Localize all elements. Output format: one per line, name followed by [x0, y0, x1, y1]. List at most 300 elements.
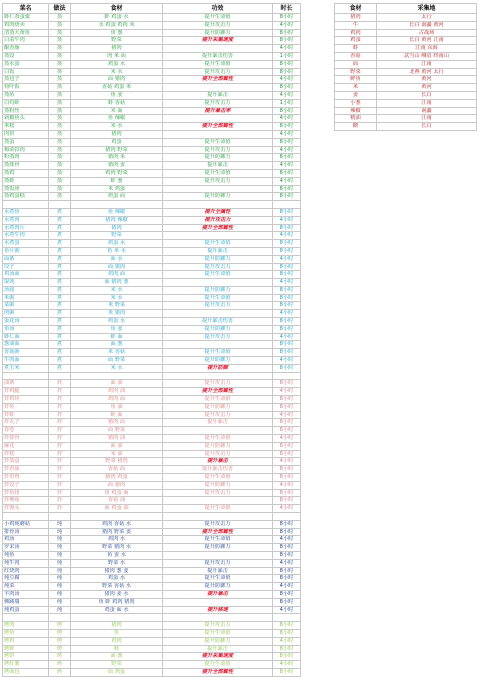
cell-method: 蒸 — [49, 185, 71, 193]
cell-name: 红烧肉 — [3, 567, 49, 575]
cell-time: 8小时 — [273, 349, 301, 357]
cell-name: 烤红薯 — [3, 661, 49, 669]
cell-ingredients: 面 油 — [71, 442, 163, 450]
cell-effect: 提升生命值 — [163, 474, 273, 482]
cell-time: 8小时 — [273, 208, 301, 216]
cell-effect — [163, 427, 273, 435]
cell-effect: 提升防御力 — [163, 357, 273, 365]
cell-method: 炖 — [49, 528, 71, 536]
cell-method: 煮 — [49, 325, 71, 333]
cell-ingredients: 鸡蛋 面 水 — [71, 606, 163, 614]
cell-time: 8小时 — [273, 138, 301, 146]
cell-name: 蒸包子 — [3, 76, 49, 84]
cell-time: 4小时 — [273, 559, 301, 567]
cell-method: 蒸 — [49, 60, 71, 68]
cell-effect: 提升攻击力 — [163, 146, 273, 154]
cell-ingredients: 猪肉 面 — [71, 419, 163, 427]
cell-ingredients: 猪肉 — [71, 622, 163, 630]
cell-method: 煮 — [49, 310, 71, 318]
cell-time: 4小时 — [273, 255, 301, 263]
source-header-row — [335, 4, 477, 14]
cell-name: 清蒸大黄鱼 — [3, 29, 49, 37]
cell-time: 8小时 — [273, 466, 301, 474]
cell-time: 8小时 — [273, 325, 301, 333]
cell-effect: 提升暴击 — [163, 590, 273, 598]
cell-time: 8小时 — [273, 489, 301, 497]
table-row — [3, 255, 301, 263]
cell-method: 炸 — [49, 396, 71, 404]
cell-ingredients: 鸡肉 野菜 — [71, 169, 163, 177]
cell-method: 蒸 — [49, 115, 71, 123]
cell-name: 蛋花汤 — [3, 318, 49, 326]
cell-ingredients: 野菜 — [71, 661, 163, 669]
cell-effect — [163, 598, 273, 606]
cell-ingredients: 鱼 姜 水 — [71, 551, 163, 559]
cell-ingredients: 鸡蛋 水 — [71, 240, 163, 248]
cell-method: 煮 — [49, 341, 71, 349]
table-row — [3, 146, 301, 154]
cell-ingredients: 猪肉 油 — [71, 435, 163, 443]
cell-name: 蒸排骨 — [3, 162, 49, 170]
cell-ingredients: 鱼 虾 鸡肉 猪肉 — [71, 598, 163, 606]
cell-effect: 提升生命值 — [163, 505, 273, 513]
cell-method: 炸 — [49, 427, 71, 435]
cell-ingredient: 鸡蛋 — [335, 37, 377, 45]
table-row — [3, 458, 301, 466]
cell-time: 8小时 — [273, 520, 301, 528]
cell-method: 烤 — [49, 661, 71, 669]
cell-name: 蒸鸡蛋糕 — [3, 193, 49, 201]
cell-effect: 提升生命值 — [163, 536, 273, 544]
cell-ingredients: 鱼 姜 — [71, 91, 163, 99]
cell-ingredients: 米 水 — [71, 364, 163, 372]
table-row — [3, 123, 301, 131]
cell-effect: 提升攻击力 — [163, 520, 273, 528]
cell-method: 蒸 — [49, 130, 71, 138]
gap-cell — [3, 201, 49, 209]
cell-method: 煮 — [49, 255, 71, 263]
cell-effect: 提升攻击力 — [163, 559, 273, 567]
cell-time: 8小时 — [273, 84, 301, 92]
table-row — [3, 474, 301, 482]
cell-method: 蒸 — [49, 162, 71, 170]
table-row — [3, 364, 301, 372]
cell-time: 4小时 — [273, 458, 301, 466]
cell-time: 8小时 — [273, 294, 301, 302]
cell-method: 烤 — [49, 645, 71, 653]
cell-effect — [163, 185, 273, 193]
cell-ingredients: 水 鸡蛋 鸡肉 米 — [71, 21, 163, 29]
cell-time: 1小时 — [273, 52, 301, 60]
cell-effect: 提升生命值 — [163, 169, 273, 177]
cell-effect — [163, 45, 273, 53]
cell-time: 8小时 — [273, 544, 301, 552]
cell-ingredients: 鱼 鸡蛋 面 — [71, 489, 163, 497]
cell-method: 炸 — [49, 466, 71, 474]
cell-name: 牛肉面 — [3, 357, 49, 365]
cell-source: 江南 — [377, 115, 477, 123]
cell-time: 4小时 — [273, 45, 301, 53]
cell-ingredient: 鸡肉 — [335, 29, 377, 37]
table-row — [3, 544, 301, 552]
cell-effect: 提升生命值 — [163, 294, 273, 302]
cell-effect: 提升攻击力 — [163, 380, 273, 388]
cell-time: 8小时 — [273, 590, 301, 598]
cell-name: 蒸饺 — [3, 52, 49, 60]
gap-cell — [71, 372, 163, 380]
cell-name: 排骨汤 — [3, 528, 49, 536]
cell-method: 蒸 — [49, 52, 71, 60]
table-row — [3, 271, 301, 279]
source-row — [335, 99, 477, 107]
cell-time: 4小时 — [273, 583, 301, 591]
gap-cell — [71, 614, 163, 622]
source-row — [335, 21, 477, 29]
cell-method: 炖 — [49, 544, 71, 552]
cell-effect: 提升生命值 — [163, 661, 273, 669]
cell-effect: 提升暴击伤害 — [163, 466, 273, 474]
cell-ingredients: 香菇 鸡蛋 米 — [71, 84, 163, 92]
cell-method: 炖 — [49, 536, 71, 544]
cell-effect: 提升防御力 — [163, 442, 273, 450]
cell-time: 8小时 — [273, 271, 301, 279]
table-row — [3, 661, 301, 669]
cell-ingredients: 面 猪肉 — [71, 76, 163, 84]
cell-source: 长白 — [377, 123, 477, 131]
cell-ingredients: 面 油 — [71, 380, 163, 388]
cell-ingredients: 猪肉 米 — [71, 154, 163, 162]
cell-time: 4小时 — [273, 606, 301, 614]
cell-ingredients: 米 猪肉 — [71, 310, 163, 318]
cell-ingredient: 精油 — [335, 115, 377, 123]
source-row — [335, 68, 477, 76]
cell-time: 4小时 — [273, 661, 301, 669]
cell-effect: 提升防御 — [163, 364, 273, 372]
table-row — [3, 76, 301, 84]
group-gap — [3, 614, 301, 622]
cell-time: 8小时 — [273, 193, 301, 201]
cell-ingredients: 鸡肉 水 — [71, 536, 163, 544]
cell-ingredient: 小葱 — [335, 99, 377, 107]
table-row — [3, 357, 301, 365]
cell-name: 烤饼 — [3, 653, 49, 661]
cell-name: 炖牛肉 — [3, 559, 49, 567]
cell-ingredients: 野菜 水 — [71, 559, 163, 567]
cell-ingredients: 面 猪肉 葱 — [71, 279, 163, 287]
cell-time: 8小时 — [273, 263, 301, 271]
table-row — [3, 450, 301, 458]
gap-cell — [163, 513, 273, 521]
cell-time: 4小时 — [273, 115, 301, 123]
cell-name: 白灼虾 — [3, 99, 49, 107]
cell-ingredients: 猪肉 — [71, 130, 163, 138]
group-gap — [3, 201, 301, 209]
cell-ingredients: 猪肉 野菜 姜 — [71, 528, 163, 536]
cell-effect: 提升全部属性 — [163, 668, 273, 676]
table-row — [3, 567, 301, 575]
table-row — [3, 606, 301, 614]
cell-name: 肉粥 — [3, 310, 49, 318]
cell-effect: 提升防御力 — [163, 154, 273, 162]
cell-method: 煮 — [49, 216, 71, 224]
cell-ingredients: 米 水 — [71, 286, 163, 294]
cell-effect: 提升攻击力 — [163, 21, 273, 29]
cell-time: 8小时 — [273, 107, 301, 115]
cell-effect: 提升暴击 — [163, 458, 273, 466]
cell-method: 煮 — [49, 364, 71, 372]
cell-ingredients: 猪肉 鸡蛋 — [71, 474, 163, 482]
cell-ingredients: 面 猪肉 — [71, 481, 163, 489]
cell-name: 剁椒鱼头 — [3, 115, 49, 123]
cell-effect: 提升生命值 — [163, 396, 273, 404]
cell-ingredients: 鸡蛋 水 — [71, 318, 163, 326]
table-row — [3, 442, 301, 450]
cell-effect — [163, 551, 273, 559]
cell-time: 8小时 — [273, 474, 301, 482]
cell-name: 鸡肉烧卖 — [3, 21, 49, 29]
cell-name: 面条 — [3, 255, 49, 263]
cell-ingredients: 面 葱 — [71, 341, 163, 349]
cell-name: 水煮肉片 — [3, 224, 49, 232]
cell-method: 煮 — [49, 263, 71, 271]
cell-ingredients: 虾 鸡蛋 水 — [71, 14, 163, 22]
cell-method: 煮 — [49, 318, 71, 326]
table-row — [3, 598, 301, 606]
cell-time: 8小时 — [273, 528, 301, 536]
table-row — [3, 536, 301, 544]
cell-ingredients: 鸡蛋 面 — [71, 193, 163, 201]
source-row — [335, 52, 477, 60]
cell-effect: 提升防御力 — [163, 544, 273, 552]
group-gap — [3, 372, 301, 380]
cell-method: 炸 — [49, 489, 71, 497]
cell-time: 8小时 — [273, 598, 301, 606]
cell-effect: 提升生命值 — [163, 240, 273, 248]
table-row — [3, 333, 301, 341]
table-row — [3, 14, 301, 22]
cell-effect: 提升生命值 — [163, 14, 273, 22]
cell-ingredients: 鸡蛋 — [71, 138, 163, 146]
cell-ingredients: 面 葱 — [71, 653, 163, 661]
header-time: 时长 — [273, 4, 301, 14]
cell-ingredients: 鱼 葱 — [71, 29, 163, 37]
cell-method: 煮 — [49, 286, 71, 294]
cell-effect: 提升暴击 — [163, 91, 273, 99]
cell-name: 春卷 — [3, 427, 49, 435]
cell-time: 8小时 — [273, 497, 301, 505]
gap-cell — [3, 513, 49, 521]
cell-effect: 提升移速 — [163, 606, 273, 614]
gap-cell — [163, 201, 273, 209]
cell-method: 烤 — [49, 637, 71, 645]
cell-ingredient: 米 — [335, 84, 377, 92]
header-ingredients: 食材 — [71, 4, 163, 14]
cell-ingredients: 猪肉 — [71, 45, 163, 53]
cell-time: 4小时 — [273, 505, 301, 513]
gap-cell — [163, 614, 273, 622]
cell-effect: 提升防御力 — [163, 286, 273, 294]
cell-time: 4小时 — [273, 388, 301, 396]
cell-effect: 提升攻击力 — [163, 68, 273, 76]
cell-name: 水煮鱼 — [3, 208, 49, 216]
table-row — [3, 528, 301, 536]
cell-ingredients: 虾 — [71, 645, 163, 653]
cell-method: 炸 — [49, 497, 71, 505]
cell-time: 8小时 — [273, 68, 301, 76]
cell-name: 炸里脊 — [3, 474, 49, 482]
table-row — [3, 193, 301, 201]
cell-ingredients: 鸡蛋 水 — [71, 60, 163, 68]
table-row — [3, 419, 301, 427]
cell-name: 水煮牛肉 — [3, 232, 49, 240]
table-row — [3, 590, 301, 598]
table-row — [3, 318, 301, 326]
cell-effect: 提升防御力 — [163, 29, 273, 37]
cell-ingredient: 辣椒 — [335, 107, 377, 115]
cell-time: 8小时 — [273, 575, 301, 583]
cell-time: 8小时 — [273, 302, 301, 310]
gap-cell — [49, 372, 71, 380]
cell-effect — [163, 84, 273, 92]
cell-ingredients: 鸡肉 油 — [71, 388, 163, 396]
cell-method: 煮 — [49, 357, 71, 365]
cell-method: 蒸 — [49, 76, 71, 84]
cell-source: 长白 黄河 江南 — [377, 37, 477, 45]
table-row — [3, 138, 301, 146]
cell-ingredients: 鱼 辣椒 — [71, 115, 163, 123]
cell-ingredients: 面 鸡蛋 油 — [71, 505, 163, 513]
cell-method: 蒸 — [49, 154, 71, 162]
cell-name: 炸丸子 — [3, 419, 49, 427]
table-row — [3, 481, 301, 489]
cell-time: 4小时 — [273, 333, 301, 341]
cell-ingredient: 虾 — [335, 45, 377, 53]
cell-method: 蒸 — [49, 99, 71, 107]
cell-effect: 提升防御力 — [163, 637, 273, 645]
cell-method: 炸 — [49, 388, 71, 396]
recipe-body — [3, 14, 301, 677]
gap-cell — [71, 513, 163, 521]
cell-ingredients: 米 面 — [71, 107, 163, 115]
table-row — [3, 466, 301, 474]
cell-effect — [163, 232, 273, 240]
cell-method: 蒸 — [49, 193, 71, 201]
table-row — [3, 310, 301, 318]
header-effect: 功效 — [163, 4, 273, 14]
cell-effect: 提升攻击力 — [163, 302, 273, 310]
cell-method: 蒸 — [49, 68, 71, 76]
cell-time: 8小时 — [273, 154, 301, 162]
cell-ingredient: 鲜鱼 — [335, 76, 377, 84]
source-row — [335, 37, 477, 45]
cell-ingredient: 猪肉 — [335, 14, 377, 22]
cell-ingredient: 野菜 — [335, 68, 377, 76]
cell-ingredients: 面 猪肉 — [71, 263, 163, 271]
cell-effect: 提升暴击伤害 — [163, 52, 273, 60]
cell-effect: 提升生命值 — [163, 60, 273, 68]
cell-effect: 提升攻击力 — [163, 450, 273, 458]
cell-time: 8小时 — [273, 551, 301, 559]
cell-time: 4小时 — [273, 76, 301, 84]
table-row — [3, 349, 301, 357]
cell-method: 炸 — [49, 458, 71, 466]
table-row — [3, 232, 301, 240]
table-row — [3, 68, 301, 76]
cell-name: 荷叶饭 — [3, 84, 49, 92]
cell-effect — [163, 310, 273, 318]
cell-name: 炸排骨 — [3, 435, 49, 443]
cell-time: 4小时 — [273, 357, 301, 365]
table-row — [3, 559, 301, 567]
cell-time: 1小时 — [273, 99, 301, 107]
cell-method: 蒸 — [49, 21, 71, 29]
cell-method: 炖 — [49, 598, 71, 606]
cell-name: 烤肉 — [3, 622, 49, 630]
source-row — [335, 107, 477, 115]
cell-name: 肉饼 — [3, 130, 49, 138]
header-source: 采集地 — [377, 4, 477, 14]
cell-time: 8小时 — [273, 380, 301, 388]
cell-name: 煮玉米 — [3, 364, 49, 372]
gap-cell — [273, 372, 301, 380]
table-row — [3, 551, 301, 559]
table-row — [3, 99, 301, 107]
cell-effect: 提升暴击 — [163, 162, 273, 170]
cell-effect — [163, 115, 273, 123]
cell-name: 炸糕 — [3, 450, 49, 458]
cell-source: 北燕 黄河 太行 — [377, 68, 477, 76]
cell-method: 炖 — [49, 575, 71, 583]
cell-effect: 提升生命值 — [163, 629, 273, 637]
cell-name: 虾仁蒸蛋羹 — [3, 14, 49, 22]
cell-ingredients: 鸡肉 — [71, 637, 163, 645]
cell-method: 蒸 — [49, 107, 71, 115]
cell-time: 4小时 — [273, 91, 301, 99]
cell-effect: 提升攻击力 — [163, 177, 273, 185]
table-row — [3, 247, 301, 255]
cell-name: 蒸粉丝 — [3, 107, 49, 115]
cell-time: 8小时 — [273, 14, 301, 22]
cell-effect: 提升生命值 — [163, 575, 273, 583]
cell-name: 蒸蛋 — [3, 138, 49, 146]
cell-name: 炸蘑菇 — [3, 497, 49, 505]
cell-name: 炖鱼 — [3, 551, 49, 559]
cell-name: 葱油面 — [3, 341, 49, 349]
cell-source: 古战场 — [377, 29, 477, 37]
cell-method: 烤 — [49, 622, 71, 630]
cell-ingredients: 虾 面 — [71, 333, 163, 341]
cell-name: 麻花 — [3, 442, 49, 450]
source-row — [335, 91, 477, 99]
cell-method: 炖 — [49, 583, 71, 591]
cell-name: 汤圆 — [3, 286, 49, 294]
cell-time: 8小时 — [273, 396, 301, 404]
cell-time: 8小时 — [273, 29, 301, 37]
cell-effect: 提升全部属性 — [163, 528, 273, 536]
cell-time: 4小时 — [273, 637, 301, 645]
table-row — [3, 637, 301, 645]
cell-effect: 提升防御力 — [163, 255, 273, 263]
cell-time: 8小时 — [273, 247, 301, 255]
source-body — [335, 14, 477, 131]
table-row — [3, 52, 301, 60]
cell-ingredients: 猪肉 野菜 — [71, 146, 163, 154]
cell-time: 4小时 — [273, 435, 301, 443]
cell-method: 蒸 — [49, 91, 71, 99]
cell-effect: 提升攻击力 — [163, 333, 273, 341]
cell-method: 煮 — [49, 224, 71, 232]
table-row — [3, 216, 301, 224]
